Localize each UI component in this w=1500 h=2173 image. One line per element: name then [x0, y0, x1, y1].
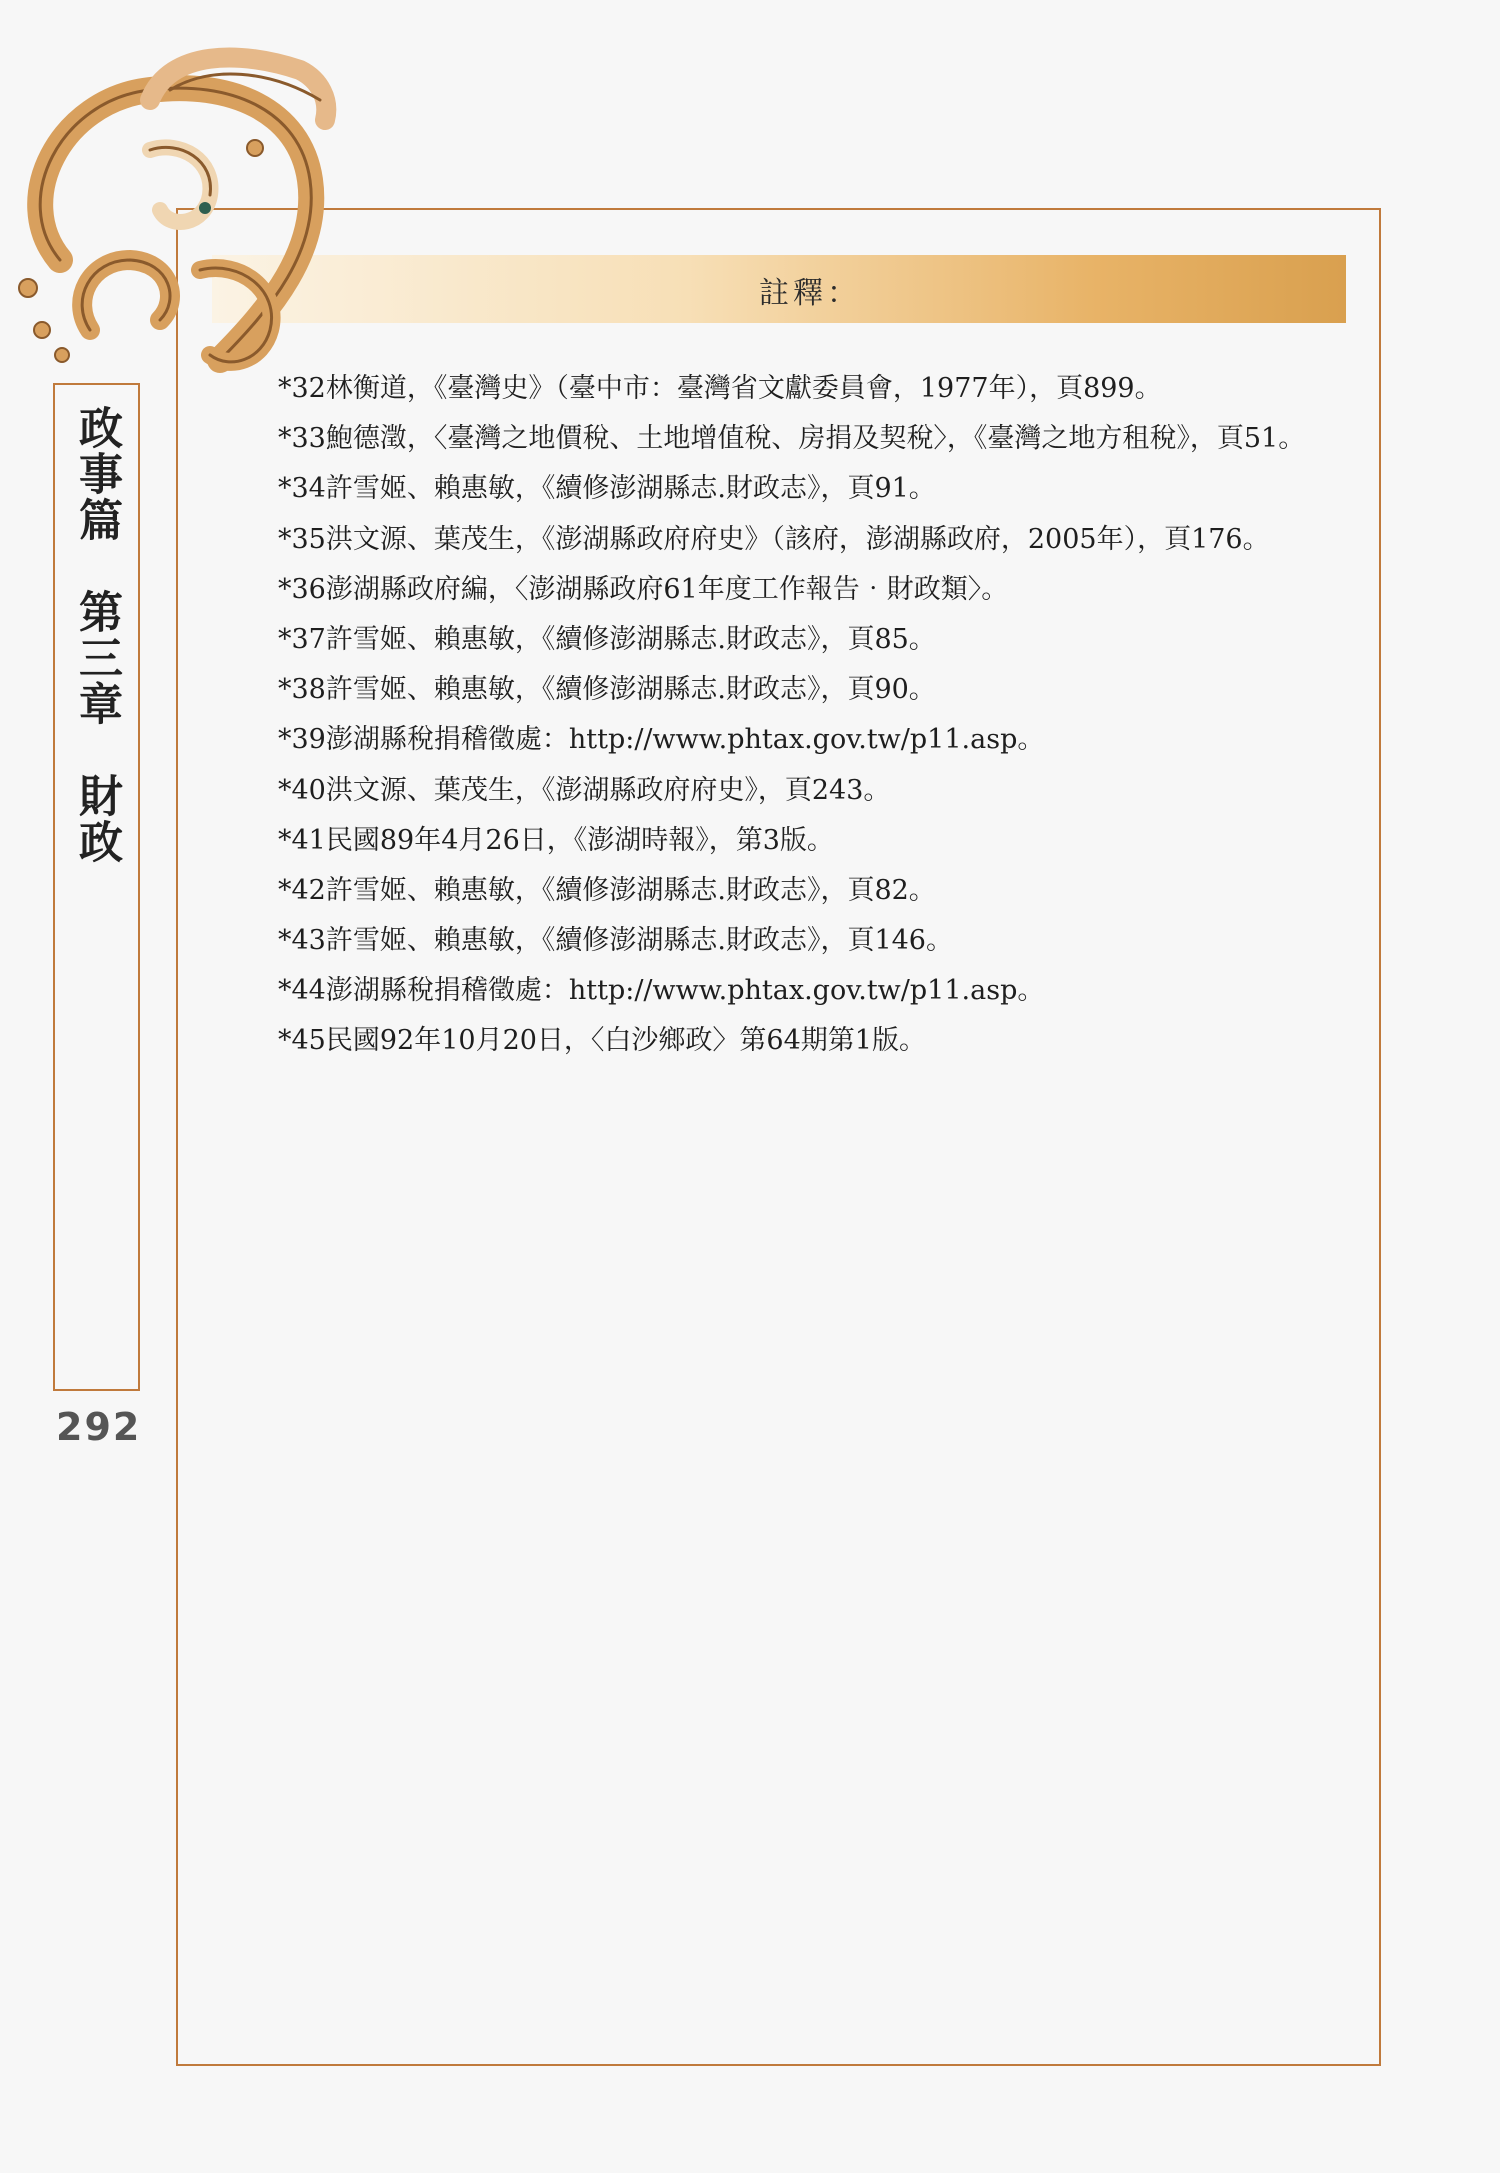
- note-33: *33鮑德澂，〈臺灣之地價稅、土地增值稅、房捐及契稅〉，《臺灣之地方租稅》，頁51。: [278, 423, 1306, 455]
- note-43: *43許雪姬、賴惠敏，《續修澎湖縣志.財政志》，頁146。: [278, 925, 953, 957]
- page-number: 292: [56, 1405, 142, 1449]
- notes-heading: 註釋：: [759, 276, 861, 311]
- note-38: *38許雪姬、賴惠敏，《續修澎湖縣志.財政志》，頁90。: [278, 674, 936, 706]
- note-40: *40洪文源、葉茂生，《澎湖縣政府府史》，頁243。: [278, 774, 891, 806]
- note-32: *32林衡道，《臺灣史》（臺中市：臺灣省文獻委員會，1977年），頁899。: [278, 373, 1162, 404]
- chapter-title: 政事篇 第三章 財政: [71, 405, 122, 865]
- chapter-sidebar: [53, 383, 140, 1391]
- note-34: *34許雪姬、賴惠敏，《續修澎湖縣志.財政志》，頁91。: [278, 473, 936, 505]
- note-36: *36澎湖縣政府編，〈澎湖縣政府61年度工作報告‧財政類〉。: [278, 573, 1009, 605]
- note-45: *45民國92年10月20日，〈白沙鄉政〉第64期第1版。: [278, 1025, 926, 1057]
- note-37: *37許雪姬、賴惠敏，《續修澎湖縣志.財政志》，頁85。: [278, 623, 936, 655]
- note-42: *42許雪姬、賴惠敏，《續修澎湖縣志.財政志》，頁82。: [278, 874, 936, 906]
- note-39: *39澎湖縣稅捐稽徵處：http://www.phtax.gov.tw/p11.asp。: [278, 724, 1045, 756]
- notes-list: [278, 364, 1348, 1067]
- note-41: *41民國89年4月26日，《澎湖時報》，第3版。: [278, 824, 834, 856]
- dragon-ornament: [0, 30, 390, 420]
- note-35: *35洪文源、葉茂生，《澎湖縣政府府史》（該府，澎湖縣政府，2005年），頁176。: [278, 523, 1270, 555]
- note-44: *44澎湖縣稅捐稽徵處：http://www.phtax.gov.tw/p11.asp。: [278, 975, 1045, 1007]
